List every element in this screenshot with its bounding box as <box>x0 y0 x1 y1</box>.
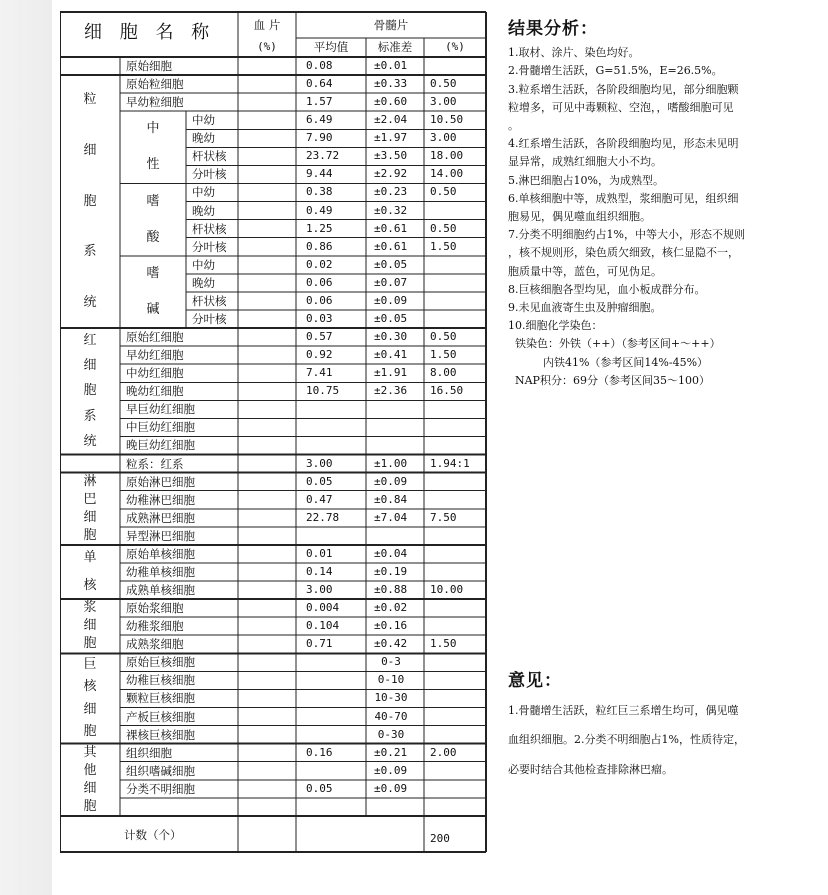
row-sd: ±0.42 <box>374 637 408 651</box>
row-cell-name: 组织嗜碱细胞 <box>126 763 195 778</box>
row-cell-name: 中巨幼红细胞 <box>126 420 195 435</box>
row-cell-name: 晚幼红细胞 <box>126 384 184 399</box>
analysis-line: 内铁41%（参考区间14%-45%） <box>508 355 709 369</box>
header-blood-pct: (%) <box>257 40 277 53</box>
row-cell-name: 早幼红细胞 <box>126 348 184 363</box>
row-range: 10-30 <box>374 691 408 705</box>
group-label-char: 核 <box>83 577 97 593</box>
row-sd: ±7.04 <box>374 510 408 524</box>
group-label-char: 碱 <box>146 301 160 317</box>
row-cell-name: 原始巨核细胞 <box>126 655 195 670</box>
row-marrow-pct: 0.50 <box>430 221 457 235</box>
row-sd: ±0.01 <box>374 59 408 72</box>
row-sd: ±0.09 <box>374 781 408 795</box>
analysis-line: 2.骨髓增生活跃，G=51.5%，E=26.5%。 <box>508 64 723 78</box>
analysis-line: 铁染色：外铁（++）（参考区间+～++） <box>508 337 721 351</box>
row-marrow-pct: 3.00 <box>430 95 457 109</box>
row-range: 0-10 <box>377 673 405 687</box>
header-cell-name: 细 胞 名 称 <box>84 22 216 43</box>
row-sd: ±2.04 <box>374 113 408 127</box>
row-cell-name: 中幼 <box>192 257 215 272</box>
row-range: 0-30 <box>377 727 405 741</box>
row-mean: 0.05 <box>306 474 333 488</box>
row-mean: 10.75 <box>306 384 340 398</box>
row-sd: ±2.92 <box>374 167 408 181</box>
group-label-char: 性 <box>146 157 160 173</box>
row-mean: 1.57 <box>306 95 333 109</box>
row-cell-name: 杆状核 <box>192 293 227 308</box>
group-label <box>66 653 114 743</box>
group-label-char: 系 <box>83 408 97 424</box>
row-marrow-pct: 18.00 <box>430 149 464 163</box>
group-label-char: 细 <box>83 780 97 796</box>
row-sd: ±3.50 <box>374 149 408 163</box>
header-mean: 平均值 <box>313 40 349 54</box>
row-mean: 0.64 <box>306 77 333 91</box>
group-label-char: 细 <box>83 142 97 158</box>
row-mean: 0.92 <box>306 348 333 362</box>
row-sd: ±0.02 <box>374 601 408 615</box>
row-mean: 0.86 <box>306 239 333 253</box>
row-mean: 7.90 <box>306 131 333 145</box>
opinion-line: 必要时结合其他检查排除淋巴瘤。 <box>508 762 673 776</box>
group-label-char: 细 <box>83 509 97 525</box>
group-label-char: 他 <box>83 762 97 778</box>
row-cell-name: 杆状核 <box>192 149 227 164</box>
row-cell-name: 分叶核 <box>192 311 227 326</box>
row-marrow-pct: 0.50 <box>430 330 457 344</box>
row-cell-name: 早幼粒细胞 <box>126 95 184 110</box>
row-sd: ±0.23 <box>374 185 408 199</box>
analysis-line: 1.取材、涂片、染色均好。 <box>508 46 640 60</box>
row-mean: 0.16 <box>306 745 333 759</box>
row-cell-name: 分叶核 <box>192 239 227 254</box>
group-label-char: 浆 <box>83 600 97 616</box>
row-cell-name: 裸核巨核细胞 <box>126 727 195 742</box>
row-marrow-pct: 1.50 <box>430 348 457 362</box>
row-cell-name: 原始红细胞 <box>126 330 184 345</box>
group-label-char: 巨 <box>83 656 97 672</box>
group-label <box>66 744 114 816</box>
analysis-line: ，核不规则形，染色质欠细致，核仁显隐不一， <box>508 246 739 260</box>
group-label-char: 核 <box>83 679 97 695</box>
row-marrow-pct: 3.00 <box>430 131 457 145</box>
group-label-char: 嗜 <box>146 193 160 209</box>
row-mean: 1.25 <box>306 221 333 235</box>
group-label-char: 嗜 <box>146 265 160 281</box>
row-marrow-pct: 1.50 <box>430 637 457 651</box>
group-label-char: 统 <box>83 294 97 310</box>
row-sd: ±1.97 <box>374 131 408 145</box>
row-sd: ±0.61 <box>374 239 408 253</box>
row-cell-name: 原始单核细胞 <box>126 546 195 561</box>
group-label-char: 胞 <box>83 193 97 209</box>
row-marrow-pct: 2.00 <box>430 745 457 759</box>
row-mean: 0.49 <box>306 203 333 217</box>
row-cell-name: 分叶核 <box>192 167 227 182</box>
row-cell-name: 中幼红细胞 <box>126 366 184 381</box>
row-cell-name: 粒系：红系 <box>126 456 184 471</box>
row-mean: 23.72 <box>306 149 340 163</box>
row-sd: ±0.30 <box>374 330 408 344</box>
row-sd: ±1.00 <box>374 456 408 470</box>
group-label-char: 酸 <box>146 229 160 245</box>
row-cell-name: 杆状核 <box>192 221 227 236</box>
row-mean: 22.78 <box>306 510 340 524</box>
row-range: 0-3 <box>381 655 401 669</box>
row-sd: ±0.16 <box>374 619 408 633</box>
analysis-line: 。 <box>508 119 519 133</box>
row-cell-name: 组织细胞 <box>126 745 172 760</box>
group-label <box>140 256 166 328</box>
row-cell-name: 晚巨幼红细胞 <box>126 438 195 453</box>
row-mean: 0.57 <box>306 330 333 344</box>
row-mean: 7.41 <box>306 366 333 380</box>
row-sd: ±0.04 <box>374 546 408 560</box>
analysis-line: 8.巨核细胞各型均见，血小板成群分布。 <box>508 282 706 296</box>
row-cell-name: 异型淋巴细胞 <box>126 528 195 543</box>
group-label-char: 系 <box>83 244 97 260</box>
analysis-line: 10.细胞化学染色： <box>508 319 603 333</box>
row-sd: ±0.09 <box>374 474 408 488</box>
row-mean: 6.49 <box>306 113 333 127</box>
analysis-line: 6.单核细胞中等，成熟型，浆细胞可见，组织细 <box>508 191 739 205</box>
row-mean: 9.44 <box>306 167 333 181</box>
group-label <box>66 545 114 599</box>
row-range: 40-70 <box>374 709 408 723</box>
group-label-char: 细 <box>83 618 97 634</box>
analysis-line: 胞易见，偶见噬血组织细胞。 <box>508 210 651 224</box>
row-cell-name: 产板巨核细胞 <box>126 709 195 724</box>
analysis-line: 3.粒系增生活跃，各阶段细胞均见，部分细胞颗 <box>508 82 739 96</box>
row-cell-name: 原始浆细胞 <box>126 601 184 616</box>
row-marrow-pct: 0.50 <box>430 185 457 199</box>
group-label-char: 胞 <box>83 527 97 543</box>
group-label <box>66 473 114 545</box>
row-cell-name: 颗粒巨核细胞 <box>126 691 195 706</box>
row-cell-name: 分类不明细胞 <box>126 781 195 796</box>
group-label <box>66 328 114 454</box>
group-label-char: 红 <box>83 332 97 348</box>
group-label-char: 胞 <box>83 383 97 399</box>
row-mean: 0.38 <box>306 185 333 199</box>
row-cell-name: 原始粒细胞 <box>126 77 184 92</box>
row-marrow-pct: 0.50 <box>430 77 457 91</box>
group-label-char: 淋 <box>83 473 97 489</box>
analysis-line: 9.未见血液寄生虫及肿瘤细胞。 <box>508 301 662 315</box>
row-marrow-pct: 1.50 <box>430 239 457 253</box>
row-cell-name: 晚幼 <box>192 203 215 218</box>
row-cell-name: 幼稚单核细胞 <box>126 564 195 579</box>
row-sd: ±0.05 <box>374 257 408 271</box>
row-sd: ±0.07 <box>374 275 408 289</box>
row-marrow-pct: 7.50 <box>430 510 457 524</box>
row-cell-name: 中幼 <box>192 113 215 128</box>
group-label-char: 其 <box>83 744 97 760</box>
row-mean: 0.47 <box>306 492 333 506</box>
group-label-char: 胞 <box>83 636 97 652</box>
analysis-line: NAP积分：69分（参考区间35～100） <box>508 373 710 387</box>
header-sd: 标准差 <box>377 40 413 54</box>
row-sd: ±0.41 <box>374 348 408 362</box>
row-cell-name: 中幼 <box>192 185 215 200</box>
row-marrow-pct: 1.94:1 <box>430 456 470 470</box>
analysis-line: 4.红系增生活跃，各阶段细胞均见，形态未见明 <box>508 137 739 151</box>
row-sd: ±0.60 <box>374 95 408 109</box>
row-cell-name: 幼稚巨核细胞 <box>126 673 195 688</box>
group-label <box>66 75 114 328</box>
row-mean: 0.06 <box>306 293 333 307</box>
row-mean: 0.004 <box>306 601 340 615</box>
analysis-line: 5.淋巴细胞占10%，为成熟型。 <box>508 173 664 187</box>
row-marrow-pct: 10.50 <box>430 113 464 127</box>
row-cell-name: 幼稚浆细胞 <box>126 619 184 634</box>
footer-count-label: 计数（个） <box>124 827 182 842</box>
row-cell-name: 成熟单核细胞 <box>126 583 195 598</box>
header-blood-smear: 血 片 <box>253 18 281 32</box>
row-sd: ±1.91 <box>374 366 408 380</box>
row-mean: 0.06 <box>306 275 333 289</box>
group-label <box>140 183 166 255</box>
group-label-char: 中 <box>146 121 160 137</box>
row-mean: 3.00 <box>306 456 333 470</box>
group-label-char: 粒 <box>83 92 97 108</box>
row-cell-name: 原始淋巴细胞 <box>126 474 195 489</box>
row-sd: ±0.09 <box>374 293 408 307</box>
row-mean: 0.71 <box>306 637 333 651</box>
row-mean: 0.05 <box>306 781 333 795</box>
row-sd: ±0.21 <box>374 745 408 759</box>
group-label-char: 细 <box>83 357 97 373</box>
group-label-char: 胞 <box>83 798 97 814</box>
row-marrow-pct: 16.50 <box>430 384 464 398</box>
row-sd: ±0.84 <box>374 492 408 506</box>
row-marrow-pct: 14.00 <box>430 167 464 181</box>
row-sd: ±0.88 <box>374 583 408 597</box>
opinion-line: 1.骨髓增生活跃，粒红巨三系增生均可，偶见噬 <box>508 703 739 717</box>
row-sd: ±0.09 <box>374 763 408 777</box>
group-label-char: 胞 <box>83 724 97 740</box>
row-mean: 0.14 <box>306 564 333 578</box>
row-mean: 0.104 <box>306 619 340 633</box>
opinion-section <box>508 672 808 790</box>
row-cell-name: 晚幼 <box>192 275 215 290</box>
row-sd: ±0.19 <box>374 564 408 578</box>
group-label-char: 巴 <box>83 491 97 507</box>
header-marrow: 骨髓片 <box>373 18 409 32</box>
row-cell-name: 原始细胞 <box>126 59 172 73</box>
row-cell-name: 成熟浆细胞 <box>126 637 184 652</box>
row-cell-name: 早巨幼红细胞 <box>126 402 195 417</box>
analysis-section <box>508 20 808 390</box>
row-mean: 0.01 <box>306 546 333 560</box>
row-cell-name: 幼稚淋巴细胞 <box>126 492 195 507</box>
group-label <box>66 599 114 653</box>
row-marrow-pct: 10.00 <box>430 583 464 597</box>
row-mean: 3.00 <box>306 583 333 597</box>
bone-marrow-table <box>60 10 490 868</box>
analysis-line: 7.分类不明细胞约占1%，中等大小，形态不规则 <box>508 228 745 242</box>
row-sd: ±2.36 <box>374 384 408 398</box>
header-marrow-pct: (%) <box>445 40 465 53</box>
row-sd: ±0.33 <box>374 77 408 91</box>
analysis-line: 胞质量中等，蓝色，可见伪足。 <box>508 264 662 278</box>
row-sd: ±0.61 <box>374 221 408 235</box>
group-label <box>140 111 166 183</box>
footer-count-value: 200 <box>430 831 450 845</box>
row-sd: ±0.32 <box>374 203 408 217</box>
row-marrow-pct: 8.00 <box>430 366 457 380</box>
row-sd: ±0.05 <box>374 311 408 325</box>
row-mean: 0.03 <box>306 311 333 325</box>
row-mean: 0.08 <box>306 59 333 72</box>
analysis-title: 结果分析： <box>508 19 598 39</box>
analysis-line: 显异常，成熟红细胞大小不均。 <box>508 155 662 169</box>
group-label-char: 统 <box>83 433 97 449</box>
group-label-char: 单 <box>83 550 97 566</box>
row-cell-name: 晚幼 <box>192 131 215 146</box>
row-mean: 0.02 <box>306 257 333 271</box>
opinion-line: 血组织细胞。2.分类不明细胞占1%，性质待定， <box>508 733 745 746</box>
page-left-margin <box>0 0 52 895</box>
group-label-char: 细 <box>83 701 97 717</box>
opinion-title: 意见： <box>508 671 562 691</box>
analysis-line: 粒增多，可见中毒颗粒、空泡，，嗜酸细胞可见 <box>508 100 734 114</box>
row-cell-name: 成熟淋巴细胞 <box>126 510 195 525</box>
